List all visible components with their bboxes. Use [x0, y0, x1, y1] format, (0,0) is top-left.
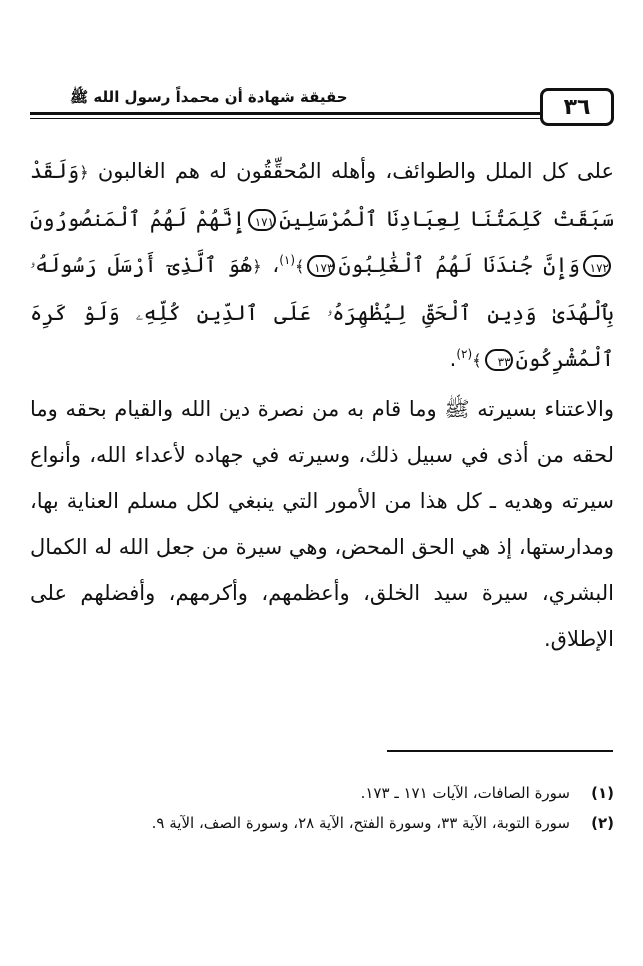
footnote-ref-2[interactable]: (٢)	[456, 347, 473, 361]
ayah-number-171: ١٧١	[248, 209, 276, 231]
paragraph-1	[30, 148, 614, 384]
header-rule-thin	[30, 118, 614, 119]
footnote-text: سورة الصافات، الآيات ١٧١ ـ ١٧٣.	[360, 784, 570, 802]
quran-bracket-close: ﴾	[295, 257, 305, 276]
quran-verse-171: وَلَقَدْ سَبَقَتْ كَلِمَتُنَا لِعِبَادِنَا ٱلْمُرْسَلِينَ	[30, 159, 614, 231]
footnote-number: (٢)	[591, 814, 614, 832]
footnote-text: سورة التوبة، الآية ٣٣، وسورة الفتح، الآية ٢٨، وسورة الصف، الآية ٩.	[151, 814, 570, 832]
footnote-ref-1[interactable]: (١)	[279, 253, 296, 267]
quran-verse-33: هُوَ ٱلَّذِىٓ أَرْسَلَ رَسُولَهُۥ بِٱلْهُدَىٰ وَدِينِ ٱلْحَقِّ لِيُظْهِرَهُۥ عَلَى ٱلدِّينِ كُلِّهِۦ وَلَوْ كَرِهَ ٱلْمُشْرِكُونَ	[30, 253, 614, 371]
intro-text: على كل الملل والطوائف، وأهله المُحقِّقُون له هم الغالبون	[97, 159, 614, 183]
ayah-number-172: ١٧٢	[583, 255, 611, 277]
footnote-number: (١)	[591, 784, 614, 802]
header-rule	[30, 112, 614, 115]
main-text	[30, 148, 614, 662]
separator: ،	[272, 253, 280, 277]
quran-bracket-open-2: ﴿	[252, 257, 262, 276]
quran-verse-172: إِنَّهُمْ لَهُمُ ٱلْمَنصُورُونَ	[30, 207, 246, 231]
footnote-2	[30, 808, 614, 838]
running-title: حقيقة شهادة أن محمداً رسول الله ﷺ	[70, 88, 348, 106]
ayah-number-173: ١٧٣	[307, 255, 335, 277]
page-number: ٣٦	[540, 88, 614, 126]
footnote-divider	[387, 750, 613, 752]
quran-bracket-open: ﴿	[79, 163, 89, 182]
footnote-1	[30, 778, 614, 808]
ayah-number-33: ٣٣	[485, 349, 513, 371]
quran-verse-173: وَإِنَّ جُندَنَا لَهُمُ ٱلْغَٰلِبُونَ	[338, 253, 580, 277]
page-header	[30, 86, 614, 132]
sentence-end: .	[449, 347, 457, 371]
quran-bracket-close-2: ﴾	[472, 351, 482, 370]
footnotes	[30, 778, 614, 838]
paragraph-2: والاعتناء بسيرته ﷺ وما قام به من نصرة دين الله والقيام بحقه وما لحقه من أذى في سبيل ذلك، وسيرته في جهاده لأعداء الله، وأنواع سيرته وهديه ـ كل هذا من الأمور التي ينبغي لكل مسلم العناية بها، ومدارستها، إذ هي الحق المحض، وهي سيرة من جعل الله له الكمال البشري، سيرة سيد الخلق، وأعظمهم، وأكرمهم، وأفضلهم على الإطلاق.	[30, 397, 614, 651]
